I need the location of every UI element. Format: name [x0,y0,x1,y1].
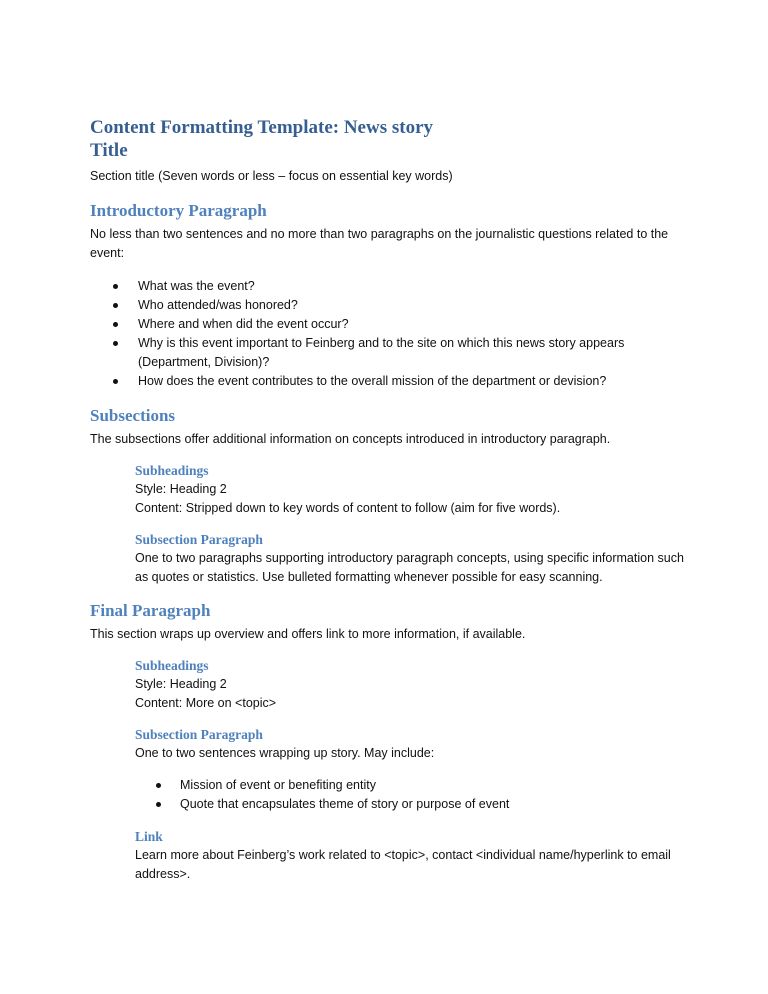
bullet-icon [156,783,161,788]
list-item: Quote that encapsulates theme of story or purpose of event [135,795,690,814]
bullet-icon [156,802,161,807]
subheadings-style: Style: Heading 2 [135,677,227,691]
final-text: This section wraps up overview and offers link to more information, if available. [90,627,526,641]
list-item: Who attended/was honored? [90,296,690,315]
document-title: Content Formatting Template: News story [90,117,434,138]
subheadings-heading: Subheadings [135,463,209,478]
final-subheadings-block [90,657,690,713]
subsection-paragraph-heading: Subsection Paragraph [135,532,263,547]
subsection-paragraph-heading: Subsection Paragraph [135,727,263,742]
subsections-heading: Subsections [90,406,176,425]
subheadings-heading: Subheadings [135,658,209,673]
subheadings-content: Content: Stripped down to key words of content to follow (aim for five words). [135,501,561,515]
title-description: Section title (Seven words or less – focus on essential key words) [90,169,453,183]
link-heading: Link [135,829,163,844]
bullet-icon [113,379,118,384]
intro-text: No less than two sentences and no more than two paragraphs on the journalistic questions related to the event: [90,227,669,260]
list-item: Where and when did the event occur? [90,315,690,334]
list-item: Why is this event important to Feinberg and to the site on which this news story appears (Department, Division)? [90,334,690,372]
bullet-icon [113,341,118,346]
title-heading: Title [90,140,128,161]
final-heading: Final Paragraph [90,601,211,620]
list-item: How does the event contributes to the overall mission of the department or devision? [90,372,690,391]
final-paragraph-block [90,726,690,814]
bullet-icon [113,284,118,289]
bullet-icon [113,322,118,327]
subheadings-content: Content: More on <topic> [135,696,277,710]
bullet-icon [113,303,118,308]
list-item: What was the event? [90,277,690,296]
intro-bullet-list [90,277,690,391]
document-body [90,116,690,884]
subsections-text: The subsections offer additional information on concepts introduced in introductory paragraph. [90,432,611,446]
subheadings-style: Style: Heading 2 [135,482,227,496]
subsections-subheadings-block [90,462,690,518]
intro-heading: Introductory Paragraph [90,201,267,220]
subsection-paragraph-block [90,531,690,587]
link-text: Learn more about Feinberg’s work related to <topic>, contact <individual name/hyperlink to email address>. [135,848,671,881]
list-item: Mission of event or benefiting entity [135,776,690,795]
subsection-paragraph-text: One to two sentences wrapping up story. May include: [135,746,435,760]
final-bullet-list [135,776,690,814]
link-block [90,828,690,884]
subsection-paragraph-text: One to two paragraphs supporting introductory paragraph concepts, using specific information such as quotes or statistics. Use bulleted formatting whenever possible for easy scanning. [135,551,684,584]
